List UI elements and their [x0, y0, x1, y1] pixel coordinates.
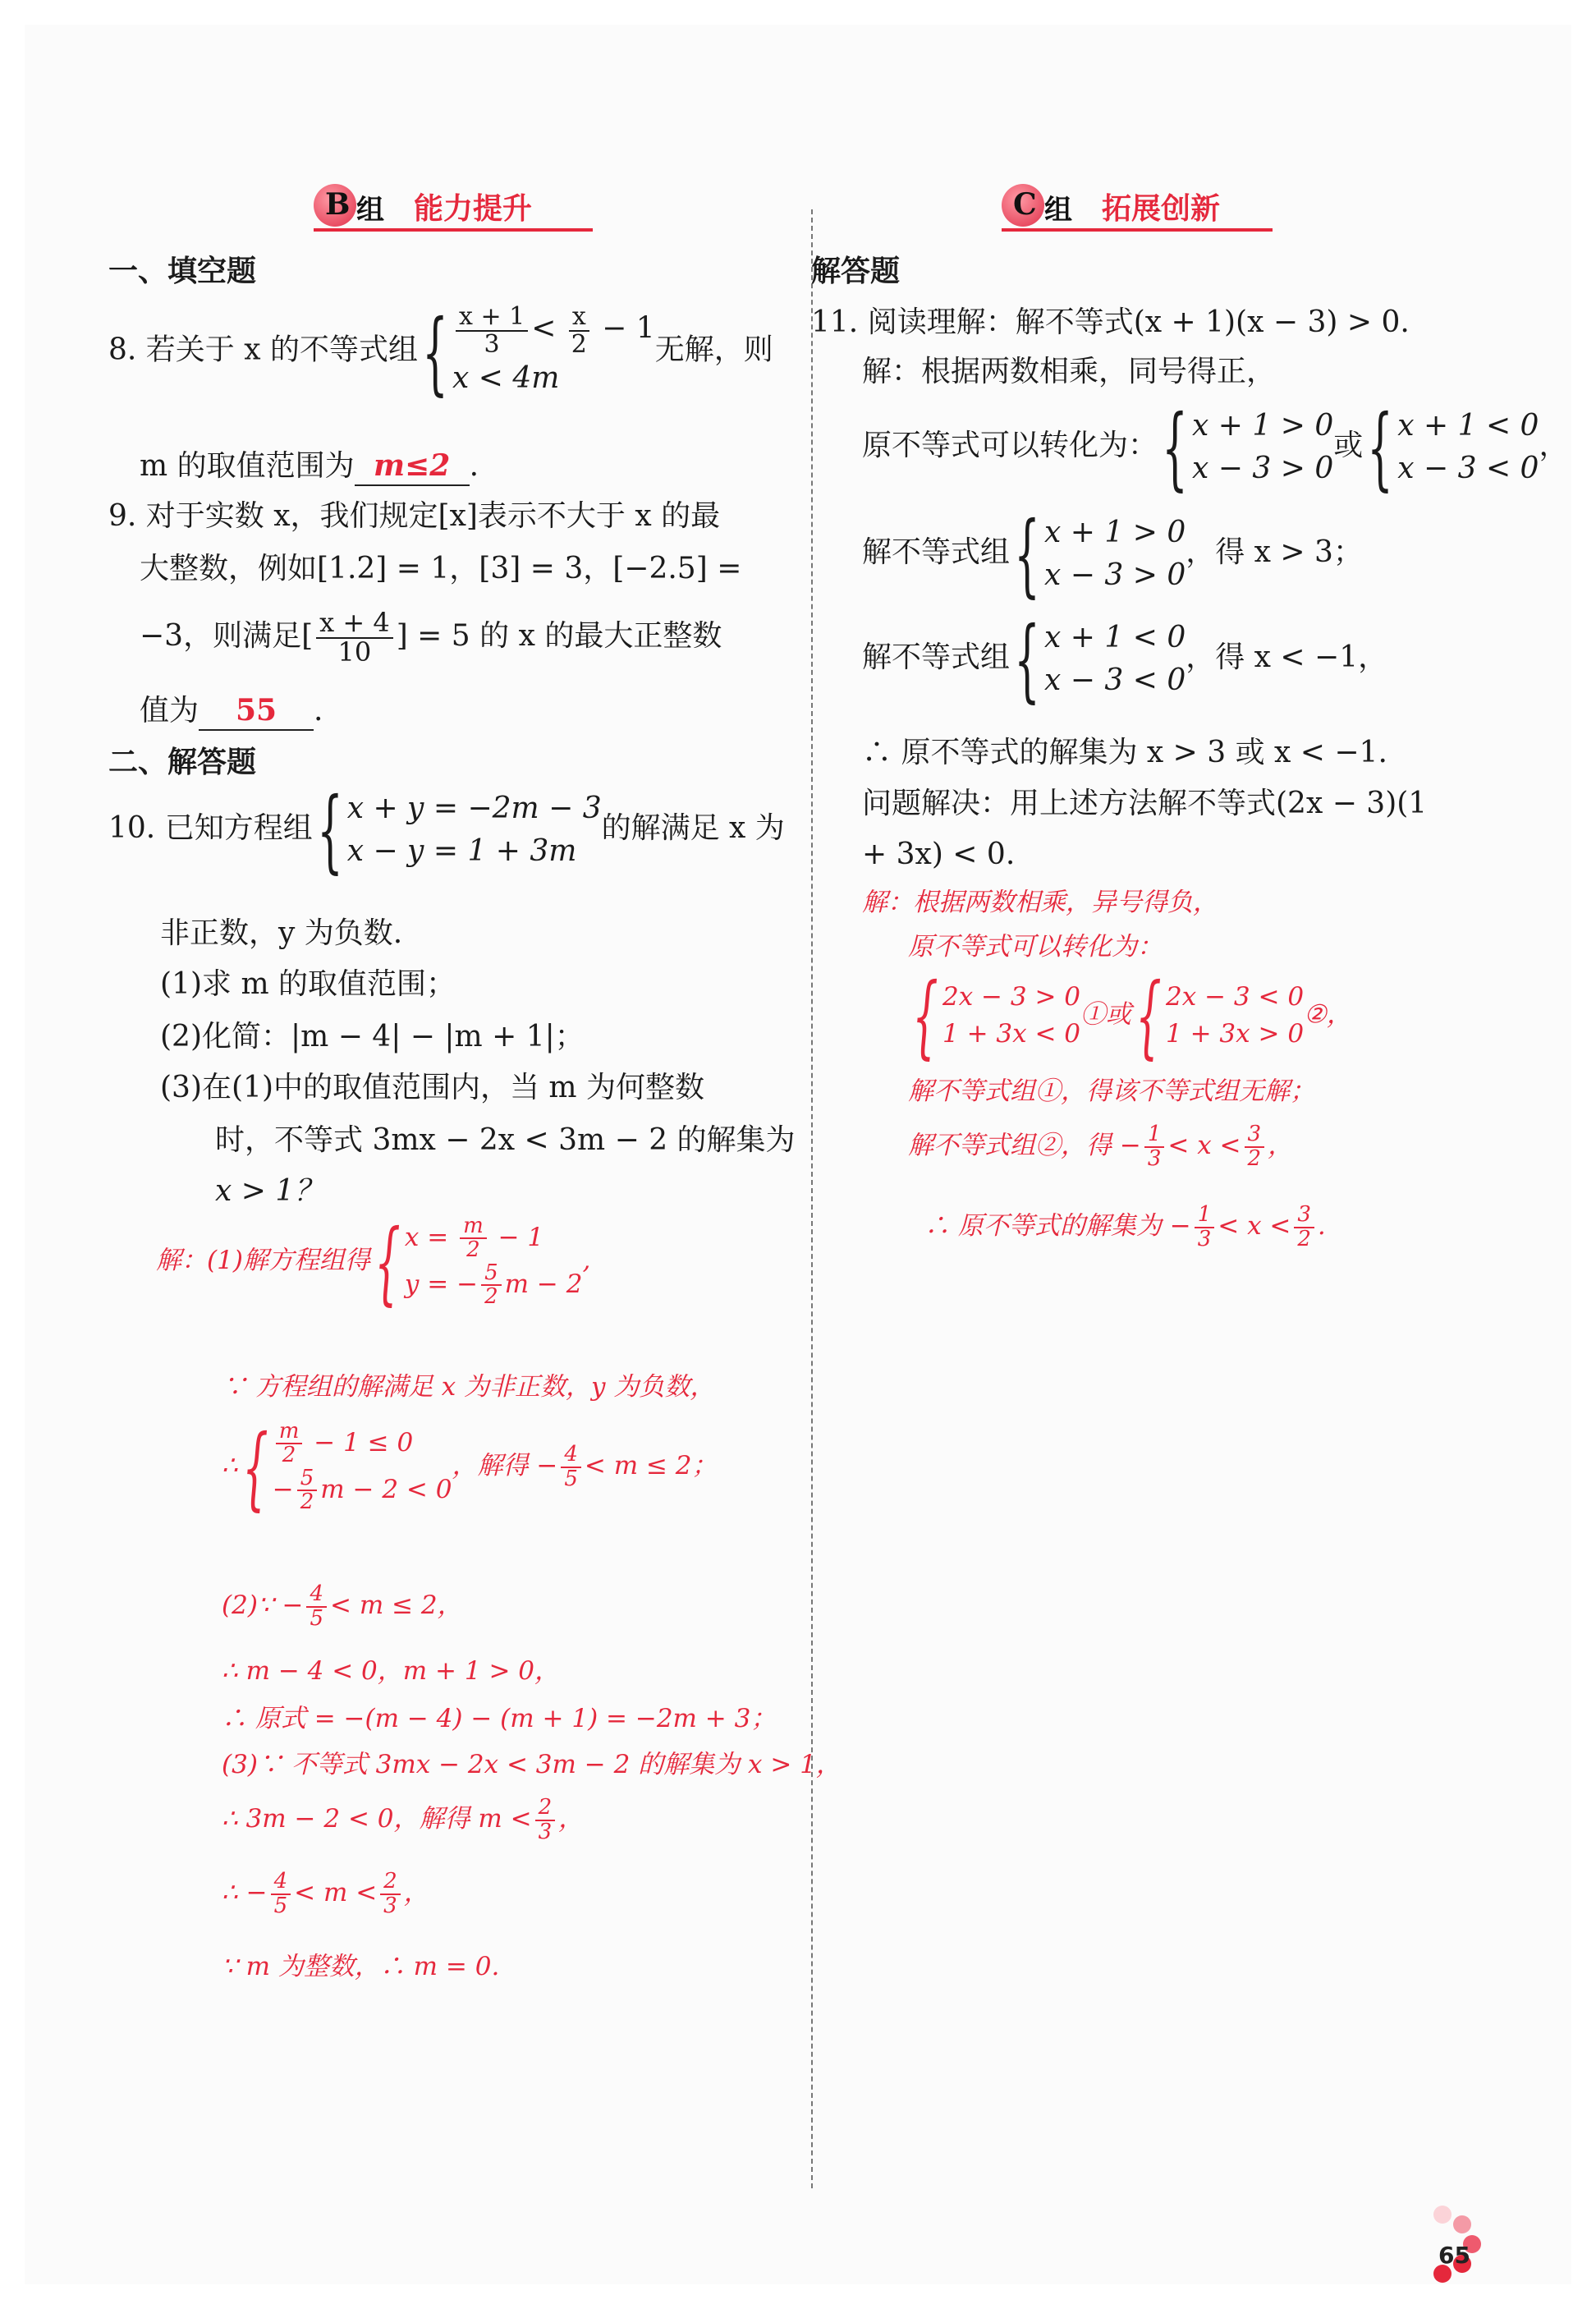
sol11-brace2: { — [1135, 963, 1162, 1068]
sol10-x-tail: − 1 — [489, 1222, 544, 1252]
q8-frac2-num: x — [569, 304, 589, 332]
sol10-r-num1: 4 — [271, 1871, 291, 1894]
sol10-step1 — [156, 1209, 591, 1315]
sol10-y-num: 5 — [481, 1262, 502, 1286]
sol10-p3-end: ， — [558, 1804, 585, 1834]
q11-comma: ， — [1539, 429, 1569, 462]
q8-nosol: 无解，则 — [654, 333, 773, 367]
group-b-header — [314, 181, 593, 230]
q8-frac1-num: x + 1 — [456, 304, 528, 332]
section-answer: 二、解答题 — [108, 746, 257, 779]
sol11-s4: 1 + 3x > 0 — [1166, 1019, 1305, 1049]
q9-value-text: 值为 — [140, 694, 200, 728]
q10-eq2: x − y = 1 + 3m — [346, 834, 577, 868]
q11-s4: x − 3 < 0 — [1397, 452, 1539, 485]
group-c-zu: 组 — [1044, 194, 1072, 227]
q11-line5 — [862, 607, 1388, 712]
q9-answer: 55 — [199, 691, 314, 731]
sol11-s5-num2: 3 — [1245, 1123, 1265, 1147]
sol11-s6-pre: ∴ 原不等式的解集为 − — [924, 1211, 1191, 1241]
q9-line2: 大整数，例如[1.2] = 1，[3] = 3，[−2.5] = — [140, 552, 742, 585]
sol10-y-den: 2 — [484, 1283, 498, 1309]
sol10-system2 — [273, 1421, 452, 1513]
q9-part2: ] = 5 的 x 的最大正整数 — [396, 619, 722, 653]
sol10-range-end: < m ≤ 2； — [584, 1451, 718, 1481]
q11-transform: 原不等式可以转化为： — [862, 429, 1158, 462]
q10-part3-c: x > 1？ — [215, 1174, 324, 1208]
group-b-zu: 组 — [356, 194, 384, 227]
q8-system — [452, 304, 655, 400]
sol11-s6-num2: 3 — [1294, 1204, 1314, 1228]
sol11-step4: 解不等式组①，得该不等式组无解； — [908, 1076, 1315, 1106]
q10-line2: 非正数，y 为负数. — [160, 916, 403, 950]
q11-brace3: { — [1014, 502, 1040, 607]
q11-system2 — [1397, 405, 1539, 490]
group-b-underline — [314, 228, 593, 232]
sol10-r-num2: 2 — [380, 1871, 401, 1894]
sol10-l2-pre: − — [272, 1474, 294, 1504]
q9-line4 — [140, 691, 323, 731]
sol11-step6 — [924, 1197, 1326, 1255]
q11-system3 — [1044, 512, 1186, 597]
sol11-s6-end: . — [1317, 1211, 1326, 1241]
sol10-p2-pre: (2)∵ − — [222, 1591, 304, 1620]
sol11-step3 — [908, 963, 1352, 1068]
sol10-step9 — [222, 1864, 429, 1921]
q8-frac1-den: 3 — [484, 329, 500, 359]
sol11-s5-den2: 2 — [1247, 1145, 1262, 1171]
q11-brace1: { — [1162, 395, 1188, 500]
group-b-letter: B — [325, 187, 351, 222]
sol11-s6-num1: 1 — [1195, 1204, 1215, 1228]
sol10-therefore: ∴ — [222, 1451, 238, 1481]
sol10-l1-den: 2 — [282, 1443, 296, 1468]
q8-brace: { — [422, 299, 448, 405]
q10-intro: 10. 已知方程组 — [108, 811, 313, 845]
sol10-l2-den: 2 — [300, 1489, 314, 1514]
q9-part1: −3，则满足[ — [140, 619, 314, 653]
sol11-step2: 原不等式可以转化为： — [908, 932, 1163, 962]
q10-eq1: x + y = −2m − 3 — [346, 791, 602, 825]
q10-system — [347, 787, 602, 873]
q11-solve2: 解不等式组 — [862, 640, 1011, 674]
sol10-step6: ∴ 原式 = −(m − 4) − (m + 1) = −2m + 3； — [222, 1704, 777, 1733]
q9-frac-num: x + 4 — [316, 609, 393, 639]
sol10-system1 — [405, 1215, 583, 1308]
group-c-title: 拓展创新 — [1102, 192, 1221, 226]
sol10-l1-num: m — [276, 1421, 303, 1444]
sol10-step2: ∵ 方程组的解满足 x 为非正数，y 为负数， — [222, 1372, 716, 1402]
q11-e-end: ，得 x < −1， — [1186, 640, 1388, 674]
decor-dot-2 — [1453, 2215, 1471, 2233]
q8-ineq2: x < 4m — [452, 361, 560, 395]
sol10-x-pre: x = — [404, 1222, 457, 1252]
q11-s1: x + 1 > 0 — [1192, 408, 1334, 443]
workbook-page — [25, 25, 1571, 2284]
q11-d-end: ，得 x > 3； — [1186, 535, 1363, 569]
q9-frac-den: 10 — [337, 636, 372, 668]
sol10-step8 — [222, 1790, 584, 1848]
sol11-s5-den1: 3 — [1147, 1145, 1162, 1171]
sol10-step5: ∴ m − 4 < 0，m + 1 > 0， — [222, 1656, 560, 1686]
sol10-range-num: 4 — [561, 1444, 581, 1467]
group-c-header — [1002, 181, 1273, 230]
sol11-s3: 2x − 3 < 0 — [1166, 982, 1305, 1012]
column-divider — [811, 209, 813, 2188]
q11-line1: 11. 阅读理解：解不等式(x + 1)(x − 3) > 0. — [811, 305, 1410, 339]
q11-line3 — [862, 395, 1569, 500]
page-number: 65 — [1438, 2242, 1470, 2269]
q8-answer: m≤2 — [355, 447, 470, 486]
sol11-s5-end: ， — [1268, 1131, 1294, 1160]
sol11-mark2: ②， — [1304, 999, 1352, 1030]
sol10-brace2: { — [241, 1414, 268, 1520]
sol11-mark1: ①或 — [1080, 999, 1132, 1030]
q11-line7: 问题解决：用上述方法解不等式(2x − 3)(1 — [862, 787, 1428, 820]
q11-line6: ∴ 原不等式的解集为 x > 3 或 x < −1. — [862, 736, 1387, 769]
sol10-y-tail: m − 2 — [504, 1269, 583, 1299]
q11-system4 — [1044, 617, 1186, 702]
q11-brace4: { — [1014, 607, 1040, 712]
sol10-solved: ，解得 − — [452, 1451, 558, 1481]
sol10-range-den: 5 — [564, 1466, 578, 1491]
sol10-y-pre: y = − — [404, 1269, 479, 1299]
q8-tail: − 1 — [592, 311, 655, 346]
sol10-x-num: m — [460, 1215, 487, 1239]
q10-brace: { — [316, 778, 343, 883]
decor-dot-1 — [1433, 2206, 1452, 2224]
sol10-step10: ∵ m 为整数，∴ m = 0. — [222, 1952, 500, 1981]
sol10-step4 — [222, 1577, 463, 1634]
sol11-system1 — [942, 979, 1080, 1053]
group-b-title: 能力提升 — [414, 192, 533, 226]
q10-part2: (2)化简：|m − 4| − |m + 1|； — [160, 1020, 585, 1054]
sol11-step5 — [908, 1117, 1293, 1174]
sol10-step7: (3)∵ 不等式 3mx − 2x < 3m − 2 的解集为 x > 1， — [222, 1750, 842, 1779]
sol10-r-mid: < m < — [294, 1878, 378, 1907]
sol10-step3 — [222, 1414, 718, 1520]
sol11-s6-den1: 3 — [1197, 1226, 1212, 1251]
q11-line8: + 3x) < 0. — [862, 838, 1016, 871]
sol10-l2-num: 5 — [297, 1467, 318, 1491]
q11-solve1: 解不等式组 — [862, 535, 1011, 569]
q9-period: . — [314, 694, 323, 728]
sol10-comma: , — [582, 1246, 591, 1276]
sol10-r-den2: 3 — [383, 1893, 397, 1918]
sol10-r-pre: ∴ − — [222, 1878, 268, 1907]
q11-line4 — [862, 502, 1363, 607]
sol11-s5-num1: 1 — [1144, 1123, 1165, 1147]
sol10-p2-end: < m ≤ 2， — [330, 1591, 463, 1620]
sol10-r-end: ， — [403, 1878, 429, 1907]
sol11-s5-pre: 解不等式组②，得 − — [908, 1131, 1141, 1160]
sol10-p2-num: 4 — [306, 1583, 327, 1607]
q11-system1 — [1192, 405, 1333, 490]
q11-d-s2: x − 3 > 0 — [1044, 558, 1186, 592]
sol10-p3-pre: ∴ 3m − 2 < 0，解得 m < — [222, 1804, 532, 1834]
q11-brace2: { — [1367, 395, 1393, 500]
sol10-step1-text: 解：(1)解方程组得 — [156, 1246, 370, 1276]
sol11-brace1: { — [912, 963, 938, 1068]
sol11-s1: 2x − 3 > 0 — [942, 982, 1081, 1012]
q8-line1 — [108, 299, 773, 405]
q8-lt: < — [531, 311, 566, 346]
q10-line1 — [108, 778, 785, 883]
q10-part3-a: (3)在(1)中的取值范围内，当 m 为何整数 — [160, 1071, 705, 1104]
sol11-s6-den2: 2 — [1297, 1226, 1311, 1251]
sol11-s5-mid: < x < — [1167, 1131, 1241, 1160]
sol10-brace1: { — [374, 1209, 401, 1315]
q10-cond: 的解满足 x 为 — [601, 811, 785, 845]
sol10-p3-num: 2 — [535, 1797, 556, 1820]
q11-s2: x − 3 > 0 — [1192, 452, 1334, 485]
sol11-step1: 解：根据两数相乘，异号得负， — [862, 888, 1218, 917]
q9-line3 — [140, 599, 722, 673]
q11-line2: 解：根据两数相乘，同号得正， — [862, 355, 1277, 388]
q10-part1: (1)求 m 的取值范围； — [160, 967, 456, 1001]
section-answer-right: 解答题 — [811, 255, 901, 288]
sol10-p3-den: 3 — [538, 1819, 553, 1844]
q11-e-s1: x + 1 < 0 — [1044, 620, 1186, 654]
q10-part3-b: 时，不等式 3mx − 2x < 3m − 2 的解集为 — [215, 1123, 796, 1157]
sol10-l1-tail: − 1 ≤ 0 — [305, 1427, 414, 1457]
sol10-l2-tail: m − 2 < 0 — [320, 1474, 452, 1504]
q8-range-text: m 的取值范围为 — [140, 449, 355, 483]
sol10-x-den: 2 — [466, 1237, 480, 1263]
q11-e-s2: x − 3 < 0 — [1044, 663, 1186, 697]
q11-d-s1: x + 1 > 0 — [1044, 515, 1186, 549]
q11-s3: x + 1 < 0 — [1397, 408, 1539, 443]
q8-period: . — [469, 449, 479, 483]
sol11-system2 — [1166, 979, 1304, 1053]
q11-or: 或 — [1333, 429, 1364, 462]
q8-frac2-den: 2 — [571, 329, 587, 359]
group-c-letter: C — [1013, 187, 1037, 222]
q8-intro: 8. 若关于 x 的不等式组 — [108, 333, 418, 367]
group-c-underline — [1002, 228, 1273, 232]
q9-line1: 9. 对于实数 x，我们规定[x]表示不大于 x 的最 — [108, 499, 721, 533]
sol11-s2: 1 + 3x < 0 — [942, 1019, 1081, 1049]
sol11-s6-mid: < x < — [1218, 1211, 1291, 1241]
section-fill-blank: 一、填空题 — [108, 255, 257, 288]
sol10-r-den1: 5 — [273, 1893, 288, 1918]
q8-line2 — [140, 447, 479, 486]
sol10-p2-den: 5 — [310, 1605, 324, 1631]
